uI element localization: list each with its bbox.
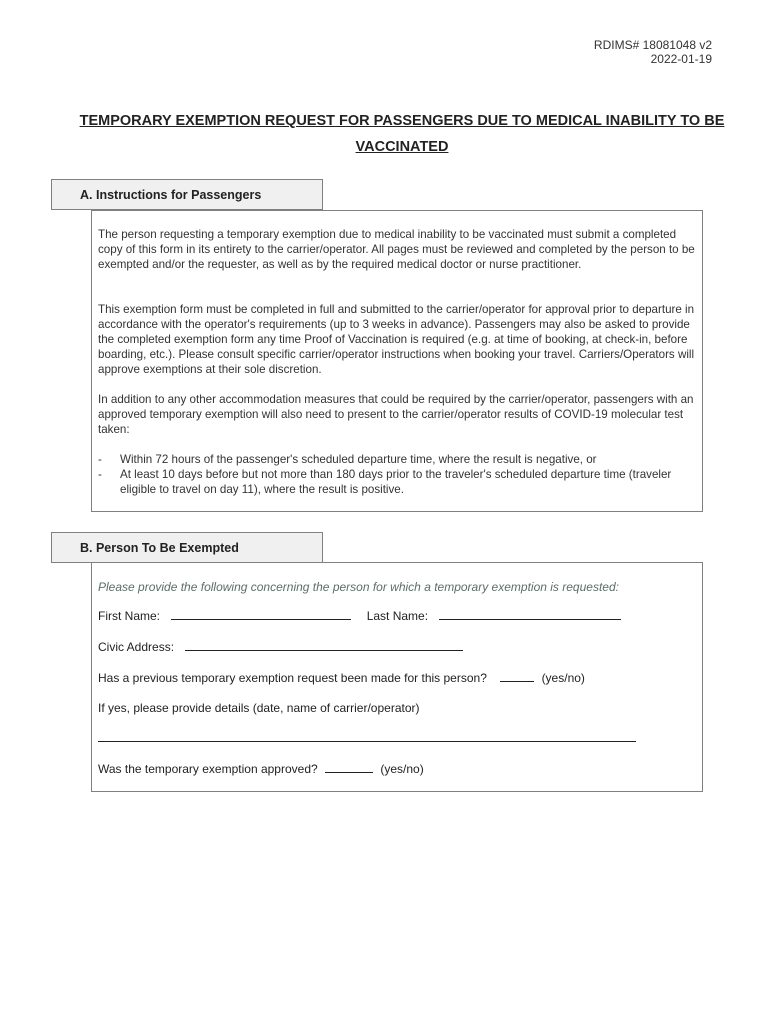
- civic-address-row: [98, 639, 463, 655]
- name-row: [98, 608, 621, 624]
- civic-address-label: Civic Address:: [98, 640, 175, 654]
- details-row: [98, 730, 636, 746]
- list-item: - Within 72 hours of the passenger's scheduled departure time, where the result is negative, or: [98, 453, 597, 466]
- yes-no-hint: (yes/no): [541, 671, 585, 685]
- section-a-tab: A. Instructions for Passengers: [51, 179, 323, 210]
- page-title: [40, 108, 764, 160]
- approved-row: [98, 761, 424, 777]
- last-name-field[interactable]: [439, 608, 621, 620]
- document-date: 2022-01-19: [650, 52, 712, 66]
- title-line-1: TEMPORARY EXEMPTION REQUEST FOR PASSENGERS DUE TO MEDICAL INABILITY TO BE: [79, 113, 725, 129]
- details-label: If yes, please provide details (date, name of carrier/operator): [98, 701, 420, 715]
- details-field[interactable]: [98, 730, 636, 742]
- first-name-field[interactable]: [171, 608, 351, 620]
- previous-request-row: [98, 670, 585, 686]
- approved-label: Was the temporary exemption approved?: [98, 762, 318, 776]
- list-item: - At least 10 days before but not more than 180 days prior to the traveler's scheduled departure time (traveler eligible to travel on day 11), where the result is positive.: [98, 468, 672, 496]
- last-name-label: Last Name:: [366, 609, 429, 623]
- civic-address-field[interactable]: [185, 639, 463, 651]
- section-b-tab: B. Person To Be Exempted: [51, 532, 323, 563]
- rdims-number: RDIMS# 18081048 v2: [593, 38, 712, 52]
- document-reference: [594, 38, 712, 66]
- first-name-label: First Name:: [98, 609, 161, 623]
- bullet-marker: -: [98, 453, 102, 466]
- yes-no-hint: (yes/no): [380, 762, 424, 776]
- section-b-intro: Please provide the following concerning the person for which a temporary exemption is requested:: [98, 580, 619, 594]
- title-line-2: VACCINATED: [355, 139, 449, 155]
- instructions-paragraph-3: In addition to any other accommodation measures that could be required by the carrier/operator, passengers with an approved temporary exemption will also need to present to the carrier/operator results of COVID-19 molecular test taken:: [98, 393, 694, 436]
- instructions-paragraph-2: This exemption form must be completed in full and submitted to the carrier/operator for approval prior to departure in accordance with the operator's requirements (up to 3 weeks in advance). Passengers may also be asked to provide the completed exemption form any time Proof of Vaccination is required (e.g. at time of booking, at check-in, before boarding, etc.). Please consult specific carrier/operator instructions when booking your travel. Carriers/Operators will approve exemptions at their sole discretion.: [98, 303, 695, 376]
- instructions-paragraph-1: The person requesting a temporary exemption due to medical inability to be vaccinated must submit a completed copy of this form in its entirety to the carrier/operator. All pages must be reviewed and completed by the person to be exempted and/or the requester, as well as by the required medical doctor or nurse practitioner.: [98, 228, 695, 271]
- previous-request-label: Has a previous temporary exemption request been made for this person?: [98, 671, 487, 685]
- approved-field[interactable]: [325, 761, 373, 773]
- previous-request-field[interactable]: [500, 670, 534, 682]
- bullet-marker: -: [98, 468, 102, 481]
